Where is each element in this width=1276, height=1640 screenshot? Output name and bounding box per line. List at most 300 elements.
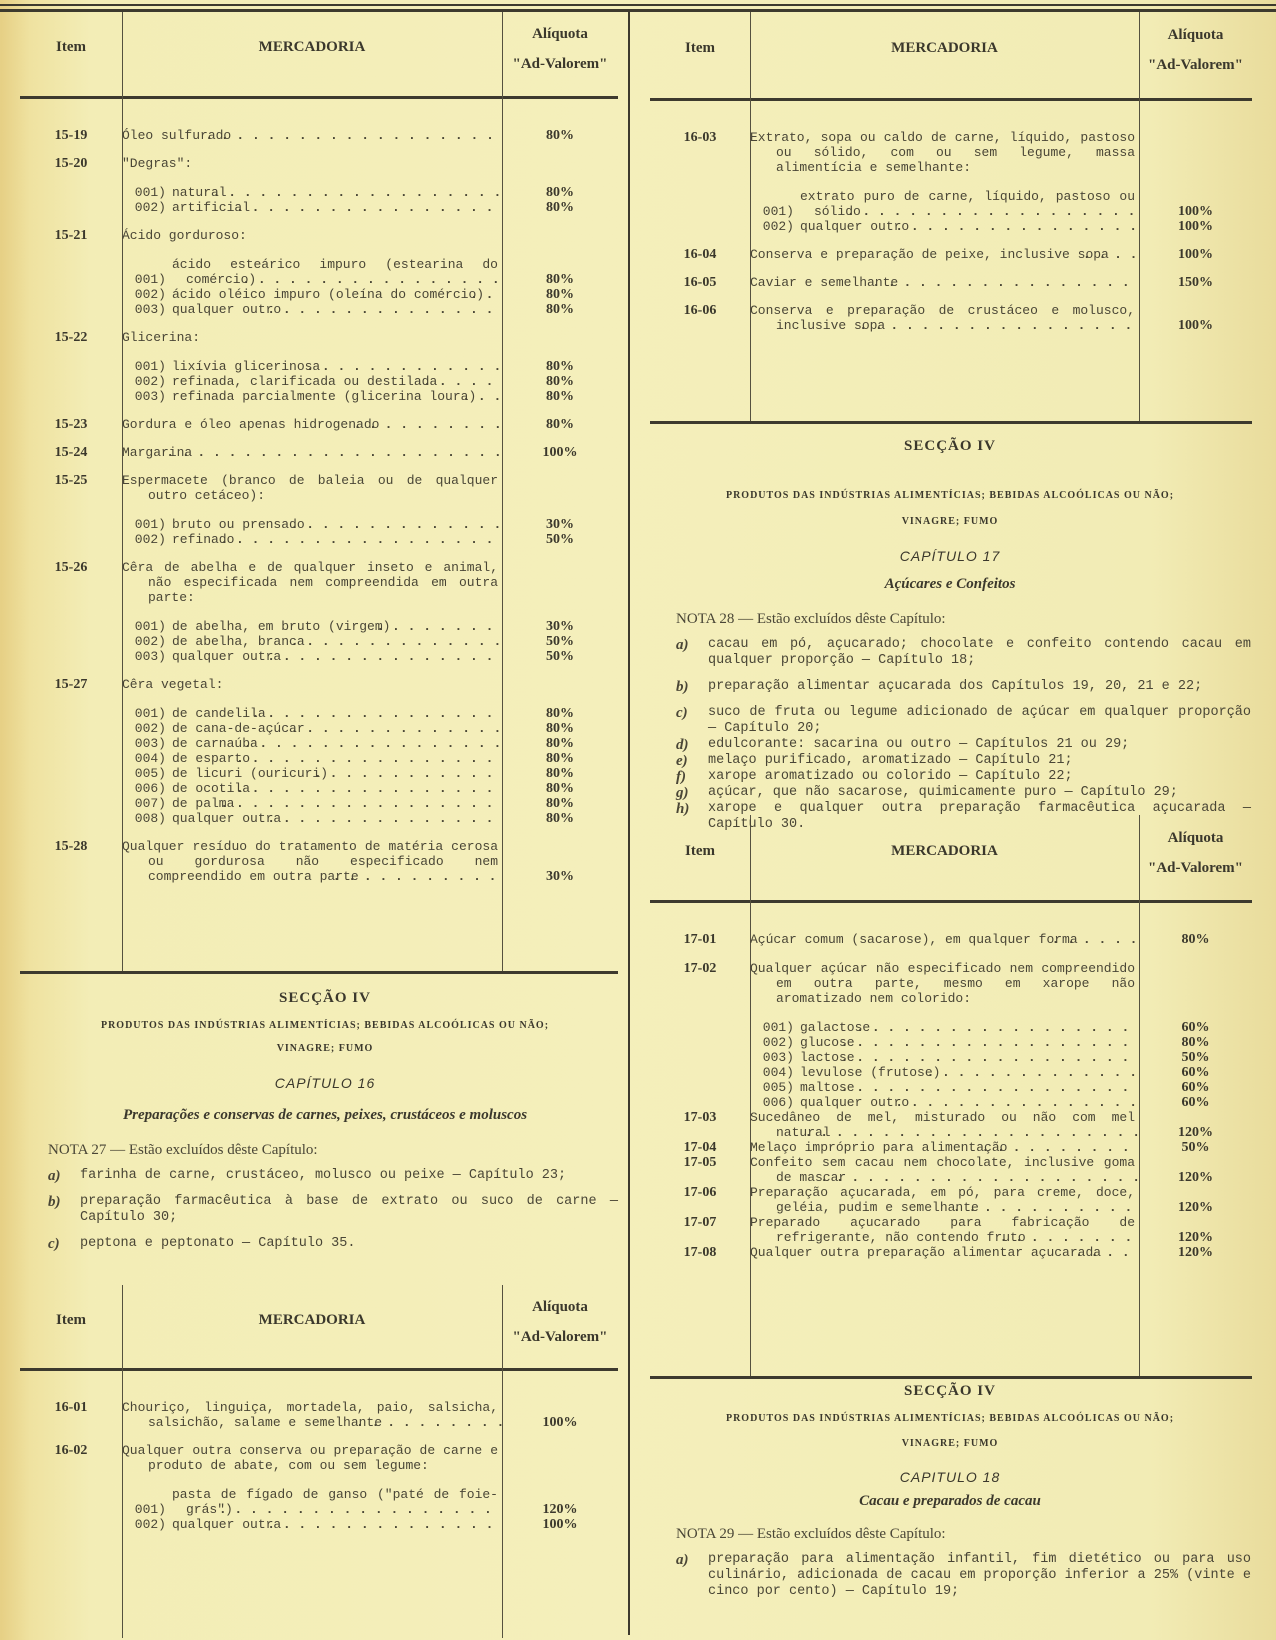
note-label: b) — [48, 1194, 61, 1210]
row-main — [750, 130, 1252, 175]
row-body — [122, 1443, 618, 1532]
sub-item-value: 80% — [546, 781, 574, 796]
sub-item-label: de carnaúba . . . — [172, 736, 258, 751]
table-row — [650, 303, 1252, 333]
sub-item-label: qualquer outra . . . — [172, 649, 281, 664]
item-code: 15-26 — [54, 560, 88, 575]
table-row — [650, 1185, 1252, 1215]
mercadoria-text — [122, 473, 502, 503]
table-bottom-rule — [650, 1376, 1252, 1379]
item-code: 15-19 — [54, 128, 88, 143]
header-aliquota — [502, 1292, 618, 1352]
mercadoria-label: Confeito sem cacau nem chocolate, inclusive goma de mascar . . . — [750, 1155, 1135, 1185]
sub-item-value: 80% — [546, 302, 574, 317]
note-label: c) — [48, 1236, 60, 1252]
note-item — [676, 705, 1251, 737]
note-text: preparação para alimentação infantil, fim dietético ou para uso culinário, adicionada de cacau em proporção inferior a 25% (vinte e cinco por cento) — Capítulo 19; — [708, 1552, 1251, 1599]
aliquota-value: 100% — [1178, 247, 1213, 262]
sub-item — [122, 811, 618, 826]
mercadoria-label: Óleo sulfurado . . . — [122, 128, 231, 143]
mercadoria-text — [750, 303, 1139, 333]
row-main — [750, 932, 1252, 947]
note-item — [676, 637, 1251, 669]
section-title: SECÇÃO IV — [279, 990, 371, 1006]
mercadoria-text — [750, 1155, 1139, 1185]
mercadoria-text — [122, 1443, 502, 1473]
ad-valorem-label: "Ad-Valorem" — [1148, 57, 1243, 73]
section-subtitle-2: VINAGRE; FUMO — [276, 1043, 374, 1054]
sub-item-text — [172, 619, 502, 634]
table-body — [20, 128, 618, 884]
sub-item — [122, 796, 618, 811]
sub-item — [750, 1080, 1252, 1095]
sub-item — [122, 721, 618, 736]
sub-item-code: 001) — [134, 619, 166, 634]
mercadoria-text — [750, 932, 1139, 947]
aliquota-value: 50% — [1181, 1140, 1210, 1155]
row-main — [122, 1443, 618, 1473]
table-header — [650, 10, 1252, 90]
sub-item-value: 80% — [546, 751, 574, 766]
aliquota-label: Alíquota — [532, 26, 588, 42]
mercadoria-text — [750, 1140, 1139, 1155]
sub-item-code: 001) — [134, 185, 166, 200]
row-main — [750, 1140, 1252, 1155]
row-body — [750, 1185, 1252, 1215]
sub-item-code: 003) — [134, 389, 166, 404]
sub-item-value: 80% — [546, 359, 574, 374]
row-body — [122, 156, 618, 215]
sub-item-text — [172, 796, 502, 811]
mercadoria-label: Margarina . . . — [122, 445, 192, 460]
sub-item-value: 60% — [1181, 1065, 1210, 1080]
row-main — [122, 417, 618, 432]
aliquota-value: 30% — [546, 869, 574, 884]
mercadoria-text — [750, 961, 1139, 1006]
aliquota-label: Alíquota — [1167, 829, 1224, 846]
table-row — [650, 130, 1252, 234]
sub-item-code: 003) — [134, 736, 166, 751]
item-code: 15-20 — [54, 156, 88, 171]
sub-item-label: qualquer outra . . . — [172, 1517, 281, 1532]
header-item: Item — [56, 39, 86, 55]
row-main — [122, 677, 618, 692]
table-bottom-rule — [650, 421, 1252, 424]
sub-item — [122, 649, 618, 664]
sub-item — [122, 1517, 618, 1532]
sub-item-value: 50% — [546, 532, 574, 547]
sub-item-code: 002) — [134, 1517, 166, 1532]
sub-item — [122, 374, 618, 389]
mercadoria-text — [122, 417, 502, 432]
section-subtitle-2: VINAGRE; FUMO — [901, 516, 999, 527]
sub-item-code: 008) — [134, 811, 166, 826]
row-main — [750, 247, 1252, 262]
note-text: suco de fruta ou legume adicionado de açúcar em qualquer proporção — Capítulo 20; — [708, 705, 1251, 736]
row-main — [750, 1155, 1252, 1185]
aliquota-value: 120% — [1178, 1170, 1213, 1185]
sub-item-code: 005) — [134, 766, 166, 781]
row-main — [750, 1185, 1252, 1215]
item-code: 15-23 — [54, 417, 88, 432]
aliquota-label: Alíquota — [532, 1298, 588, 1315]
section-title: SECÇÃO IV — [904, 1383, 996, 1399]
sub-item-label: pasta de fígado de ganso ("paté de foie-grás") . . . — [172, 1487, 498, 1517]
sub-item-label: de palma . . . — [172, 796, 234, 811]
tariff-table — [20, 10, 618, 973]
sub-item — [750, 1035, 1252, 1050]
sub-item-code: 002) — [134, 287, 166, 302]
sub-item-label: lixívia glicerinosa . . . — [172, 359, 320, 374]
note-item — [676, 769, 1251, 785]
sub-item-label: de ocotila . . . — [172, 781, 250, 796]
sub-item — [122, 287, 618, 302]
item-code: 16-02 — [54, 1443, 88, 1458]
sub-item-text — [172, 736, 502, 751]
aliquota-value: 80% — [546, 417, 574, 432]
sub-item — [122, 1487, 618, 1517]
sub-item-text — [800, 219, 1139, 234]
sub-item-code: 003) — [134, 302, 166, 317]
mercadoria-label: Glicerina: — [122, 330, 201, 345]
mercadoria-label: Preparado açucarado para fabricação de refrigerante, não contendo fruto . . . — [750, 1215, 1135, 1245]
sub-item-label: de licuri (ouricuri) . . . — [172, 766, 328, 781]
aliquota-value: 150% — [1178, 275, 1213, 290]
sub-item-label: de abelha, em bruto (virgem) . . . — [172, 619, 390, 634]
sub-item-value: 100% — [542, 1517, 578, 1532]
sub-item-value: 80% — [546, 736, 574, 751]
item-code: 15-25 — [54, 473, 88, 488]
table-row — [20, 839, 618, 884]
sub-item-value: 60% — [1181, 1020, 1210, 1035]
table-row — [650, 932, 1252, 947]
sub-item-code: 001) — [134, 517, 166, 532]
section-subtitle: PRODUTOS DAS INDÚSTRIAS ALIMENTÍCIAS; BEBIDAS ALCOÓLICAS OU NÃO; — [725, 1413, 1175, 1424]
tariff-table — [20, 1283, 618, 1640]
mercadoria-text — [122, 445, 502, 460]
aliquota-value: 120% — [1178, 1230, 1213, 1245]
sub-item-code: 001) — [134, 1502, 166, 1517]
sub-items — [122, 185, 618, 215]
note-text: xarope e qualquer outra preparação farmacêutica açucarada — Capítulo 30. — [708, 801, 1251, 832]
mercadoria-text — [750, 247, 1139, 262]
note-heading: NOTA 29 — Estão excluídos dêste Capítulo: — [676, 1526, 946, 1542]
row-body — [122, 677, 618, 826]
note-text: farinha de carne, crustáceo, molusco ou peixe — Capítulo 23; — [80, 1168, 567, 1183]
section-block — [30, 990, 620, 1123]
sub-item-code: 001) — [762, 204, 794, 219]
note-item — [676, 1552, 1251, 1600]
sub-item — [122, 302, 618, 317]
table-row — [20, 677, 618, 826]
sub-item-value: 50% — [546, 649, 574, 664]
sub-item-label: de esparto . . . — [172, 751, 250, 766]
sub-item-value: 80% — [546, 185, 574, 200]
sub-item-value: 30% — [546, 619, 574, 634]
aliquota-value: 80% — [1181, 932, 1210, 947]
mercadoria-label: Espermacete (branco de baleia ou de qualquer outro cetáceo): — [122, 473, 498, 503]
table-row — [650, 1140, 1252, 1155]
mercadoria-text — [750, 275, 1139, 290]
sub-item-value: 120% — [542, 1502, 578, 1517]
table-row — [650, 1155, 1252, 1185]
mercadoria-label: Cêra vegetal: — [122, 677, 224, 692]
sub-item-label: natural . . . — [172, 185, 227, 200]
note-text: açúcar, que não sacarose, quimicamente puro — Capítulo 29; — [708, 785, 1178, 800]
sub-item-text — [800, 1020, 1139, 1035]
row-main — [750, 275, 1252, 290]
sub-items — [122, 1487, 618, 1532]
sub-item-value: 80% — [546, 721, 574, 736]
note-text: xarope aromatizado ou colorido — Capítulo 22; — [708, 769, 1073, 784]
sub-item-text — [172, 287, 502, 302]
row-body — [122, 445, 618, 460]
aliquota-value: 100% — [542, 1415, 578, 1430]
mercadoria-label: Melaço impróprio para alimentação . . . — [750, 1140, 1007, 1155]
aliquota-value: 100% — [1178, 318, 1213, 333]
table-row — [20, 128, 618, 143]
sub-item-value: 80% — [546, 200, 574, 215]
note-text: melaço purificado, aromatizado — Capítulo 21; — [708, 753, 1073, 768]
sub-item — [122, 781, 618, 796]
item-code: 15-28 — [54, 839, 88, 854]
sub-item — [122, 736, 618, 751]
table-row — [20, 560, 618, 664]
item-code: 15-24 — [54, 445, 88, 460]
sub-item — [122, 359, 618, 374]
note-text: preparação farmacêutica à base de extrato ou suco de carne — Capítulo 30; — [80, 1194, 618, 1225]
chapter-heading: CAPÍTULO 17 — [899, 548, 1001, 564]
sub-item — [750, 1050, 1252, 1065]
sub-item-code: 003) — [134, 649, 166, 664]
sub-item-text — [800, 1095, 1139, 1110]
exclusion-note — [676, 611, 1251, 843]
aliquota-value: 80% — [546, 128, 574, 143]
sub-item — [122, 185, 618, 200]
mercadoria-label: Ácido gorduroso: — [122, 228, 247, 243]
ad-valorem-label: "Ad-Valorem" — [1148, 859, 1243, 876]
sub-item — [122, 706, 618, 721]
sub-item-text — [172, 302, 502, 317]
tariff-table — [650, 813, 1252, 1378]
sub-item-text — [172, 257, 502, 287]
mercadoria-label: Chouriço, linguiça, mortadela, paio, salsicha, salsichão, salame e semelhante . . . — [122, 1400, 498, 1430]
row-main — [750, 961, 1252, 1006]
chapter-title: Preparações e conservas de carnes, peixes, crustáceos e moluscos — [122, 1107, 528, 1123]
row-body — [750, 1155, 1252, 1185]
note-text: preparação alimentar açucarada dos Capítulos 19, 20, 21 e 22; — [708, 679, 1203, 694]
sub-item — [122, 634, 618, 649]
sub-item-code: 004) — [762, 1065, 794, 1080]
table-row — [20, 1443, 618, 1532]
mercadoria-label: Conserva e preparação de peixe, inclusive sopa . . . — [750, 247, 1109, 262]
note-label: a) — [676, 637, 689, 653]
mercadoria-label: Cêra de abelha e de qualquer inseto e animal, não especificada nem compreendida em outra parte: — [122, 560, 498, 605]
row-main — [122, 839, 618, 884]
table-row — [20, 417, 618, 432]
item-code: 16-03 — [683, 130, 717, 145]
mercadoria-label: Qualquer açúcar não especificado nem compreendido em outra parte, mesmo em xarope não aromatizado nem colorido: — [750, 961, 1135, 1006]
chapter-title: Cacau e preparados de cacau — [859, 1493, 1041, 1509]
row-body — [122, 330, 618, 404]
item-code: 17-04 — [683, 1140, 717, 1155]
sub-item-text — [172, 766, 502, 781]
header-item: Item — [685, 842, 715, 859]
mercadoria-text — [750, 1185, 1139, 1215]
top-double-rule — [0, 4, 1276, 6]
note-label: g) — [676, 785, 689, 801]
header-rule — [650, 900, 1252, 903]
sub-item-code: 001) — [134, 706, 166, 721]
sub-item-code: 005) — [762, 1080, 794, 1095]
sub-item-text — [172, 1487, 502, 1517]
row-body — [122, 473, 618, 547]
section-subtitle-2: VINAGRE; FUMO — [901, 1438, 999, 1449]
mercadoria-text — [122, 128, 502, 143]
sub-item — [122, 200, 618, 215]
note-heading: NOTA 28 — Estão excluídos dêste Capítulo: — [676, 611, 946, 627]
row-body — [750, 130, 1252, 234]
sub-item-code: 007) — [134, 796, 166, 811]
mercadoria-text — [122, 330, 502, 345]
table-row — [20, 1400, 618, 1430]
note-text: cacau em pó, açucarado; chocolate e confeito contendo cacau em qualquer proporção — Capítulo 18; — [708, 637, 1251, 668]
sub-item — [750, 1065, 1252, 1080]
table-row — [20, 156, 618, 215]
row-main — [122, 560, 618, 605]
sub-item-code: 001) — [134, 359, 166, 374]
table-row — [650, 1110, 1252, 1140]
row-body — [750, 932, 1252, 947]
table-row — [650, 1215, 1252, 1245]
sub-item — [750, 219, 1252, 234]
item-code: 17-03 — [683, 1110, 717, 1125]
row-body — [750, 303, 1252, 333]
sub-item-label: qualquer outro . . . — [800, 1095, 909, 1110]
row-main — [122, 330, 618, 345]
exclusion-note — [676, 1526, 1251, 1610]
note-item — [676, 679, 1251, 695]
mercadoria-label: Caviar e semelhante . . . — [750, 275, 898, 290]
sub-item — [122, 619, 618, 634]
header-item: Item — [56, 1311, 86, 1328]
sub-item-text — [172, 532, 502, 547]
mercadoria-text — [750, 1215, 1139, 1245]
sub-item-code: 003) — [762, 1050, 794, 1065]
section-block — [650, 438, 1250, 592]
row-body — [122, 1400, 618, 1430]
mercadoria-text — [750, 1245, 1139, 1260]
sub-item-label: de cana-de-açúcar . . . — [172, 721, 305, 736]
sub-item-label: qualquer outra . . . — [172, 811, 281, 826]
row-body — [122, 839, 618, 884]
table-bottom-rule — [20, 971, 618, 974]
sub-items — [122, 359, 618, 404]
sub-item-label: qualquer outro . . . — [800, 219, 909, 234]
note-label: f) — [676, 769, 686, 785]
sub-item-code: 002) — [134, 374, 166, 389]
sub-items — [122, 257, 618, 317]
header-rule — [650, 98, 1252, 101]
row-main — [122, 473, 618, 503]
note-item — [676, 737, 1251, 753]
header-rule — [20, 1368, 618, 1371]
section-block — [650, 1383, 1250, 1509]
sub-items — [750, 189, 1252, 234]
sub-item-value: 80% — [546, 811, 574, 826]
sub-item-value: 100% — [1178, 219, 1213, 234]
sub-item-value: 80% — [546, 374, 574, 389]
table-header — [20, 10, 618, 88]
ad-valorem-label: "Ad-Valorem" — [512, 56, 608, 72]
row-body — [750, 961, 1252, 1110]
header-mercadoria: MERCADORIA — [891, 842, 998, 859]
note-label: c) — [676, 705, 688, 721]
note-item — [676, 785, 1251, 801]
row-main — [122, 128, 618, 143]
sub-item-value: 60% — [1181, 1080, 1210, 1095]
row-body — [750, 1215, 1252, 1245]
sub-item-text — [172, 517, 502, 532]
mercadoria-label: Qualquer outra conserva ou preparação de carne e produto de abate, com ou sem legume: — [122, 1443, 498, 1473]
sub-item-value: 80% — [546, 272, 574, 287]
item-code: 17-06 — [683, 1185, 717, 1200]
note-item — [48, 1194, 618, 1226]
exclusion-note — [48, 1142, 618, 1262]
aliquota-value: 120% — [1178, 1125, 1213, 1140]
item-code: 17-07 — [683, 1215, 717, 1230]
sub-item-text — [172, 751, 502, 766]
note-label: b) — [676, 679, 689, 695]
sub-item-value: 50% — [546, 634, 574, 649]
sub-item-label: refinada, clarificada ou destilada . . . — [172, 374, 437, 389]
mercadoria-label: Conserva e preparação de crustáceo e molusco, inclusive sopa . . . — [750, 303, 1135, 333]
sub-item-code: 002) — [134, 634, 166, 649]
row-main — [750, 1110, 1252, 1140]
item-code: 15-27 — [54, 677, 88, 692]
note-heading: NOTA 27 — Estão excluídos dêste Capítulo: — [48, 1142, 318, 1158]
sub-item — [750, 1020, 1252, 1035]
table-row — [20, 228, 618, 317]
row-main — [750, 1215, 1252, 1245]
sub-item-code: 002) — [134, 200, 166, 215]
mercadoria-label: Qualquer resíduo do tratamento de matéria cerosa ou gordurosa não especificado nem compreendido em outra parte . . . — [122, 839, 498, 884]
sub-item — [122, 257, 618, 287]
header-mercadoria: MERCADORIA — [891, 40, 998, 56]
header-mercadoria: MERCADORIA — [258, 1311, 366, 1328]
table-row — [20, 445, 618, 460]
sub-item-label: de abelha, branca . . . — [172, 634, 305, 649]
section-subtitle: PRODUTOS DAS INDÚSTRIAS ALIMENTÍCIAS; BEBIDAS ALCOÓLICAS OU NÃO; — [725, 490, 1175, 501]
sub-item-label: bruto ou prensado . . . — [172, 517, 305, 532]
note-item — [48, 1168, 618, 1184]
sub-item-value: 60% — [1181, 1095, 1210, 1110]
chapter-title: Açúcares e Confeitos — [884, 576, 1016, 592]
note-label: a) — [48, 1168, 61, 1184]
table-row — [650, 1245, 1252, 1260]
item-code: 17-05 — [683, 1155, 717, 1170]
row-body — [750, 247, 1252, 262]
row-body — [750, 275, 1252, 290]
row-body — [122, 417, 618, 432]
header-aliquota — [502, 19, 618, 79]
sub-items — [122, 517, 618, 547]
row-body — [122, 128, 618, 143]
mercadoria-label: Açúcar comum (sacarose), em qualquer forma . . . — [750, 932, 1078, 947]
header-rule — [20, 96, 618, 99]
row-main — [122, 1400, 618, 1430]
row-main — [750, 1245, 1252, 1260]
